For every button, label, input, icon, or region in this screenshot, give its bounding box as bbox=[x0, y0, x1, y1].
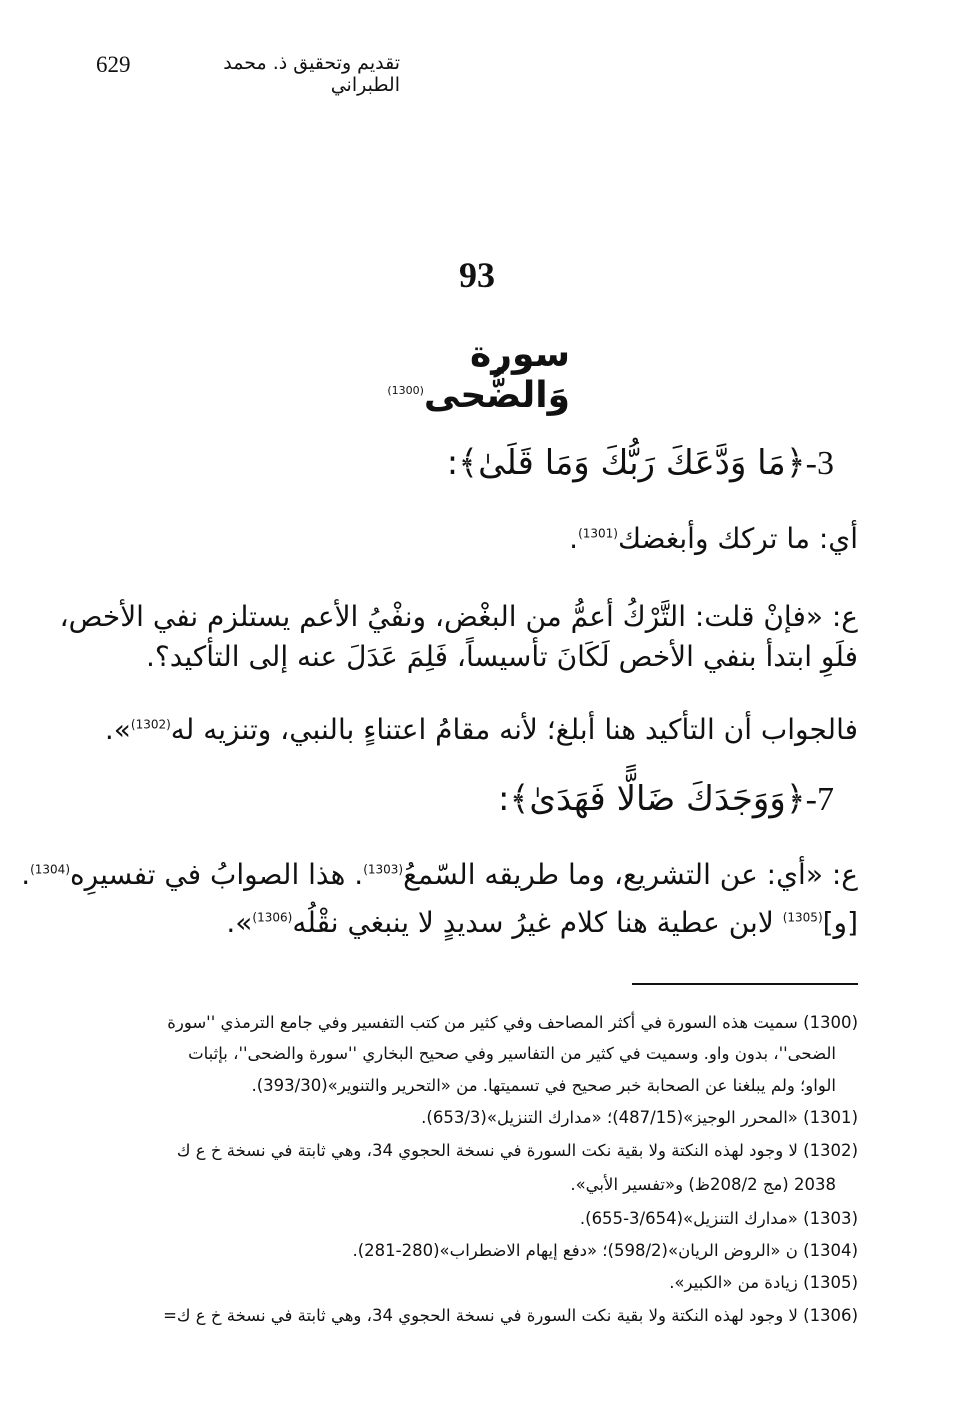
footnote-ref-1300: (1300) bbox=[387, 384, 424, 397]
punctuation: . bbox=[21, 858, 31, 891]
footnote-1300-cont-2: الواو؛ ولم يبلغنا عن الصحابة خبر صحيح في تسميتها. من «التحرير والتنوير»(393/30). bbox=[251, 1076, 836, 1095]
punctuation: . bbox=[569, 522, 579, 555]
footnote-ref-1301: (1301) bbox=[578, 526, 618, 541]
body-text: . هذا الصوابُ في تفسيرِه bbox=[70, 858, 364, 891]
body-text: أي: ما تركك وأبغضك bbox=[617, 522, 858, 555]
verse-7 bbox=[498, 778, 834, 819]
verse-7-text: ﴿وَوَجَدَكَ ضَالًّا فَهَدَىٰ﴾: bbox=[498, 779, 806, 819]
footnote-separator bbox=[632, 983, 858, 985]
body-line-6 bbox=[226, 906, 858, 939]
body-line-3: فلَوِ ابتدأ بنفي الأخص لَكَانَ تأسيساً، فَلِمَ عَدَلَ عنه إلى التأكيد؟. bbox=[146, 640, 858, 673]
verse-7-number: 7- bbox=[805, 781, 834, 818]
body-text: لابن عطية هنا كلام غيرُ سديدٍ لا ينبغي نقْلُه bbox=[292, 906, 783, 939]
body-line-4 bbox=[105, 713, 858, 746]
body-text: فالجواب أن التأكيد هنا أبلغ؛ لأنه مقامُ اعتناءٍ بالنبي، وتنزيه له bbox=[170, 713, 858, 746]
punctuation: ». bbox=[104, 713, 131, 746]
footnote-1302: (1302) لا وجود لهذه النكتة ولا بقية نكت السورة في نسخة الحجوي 34، وهي ثابتة في نسخة خ ع ك bbox=[176, 1141, 858, 1160]
verse-3-text: ﴿مَا وَدَّعَكَ رَبُّكَ وَمَا قَلَىٰ﴾: bbox=[446, 443, 806, 483]
chapter-number: 93 bbox=[459, 255, 495, 295]
body-line-2: ع: «فإنْ قلت: التَّرْكُ أعمُّ من البغْض، ونفْيُ الأعم يستلزم نفي الأخص، bbox=[59, 600, 858, 633]
verse-3 bbox=[447, 442, 834, 483]
footnote-1300-cont-1: الضحى''، بدون واو. وسميت في كثير من التفاسير وفي صحيح البخاري ''سورة والضحى''، بإثبات bbox=[188, 1044, 836, 1063]
footnote-1306: (1306) لا وجود لهذه النكتة ولا بقية نكت السورة في نسخة الحجوي 34، وهي ثابتة في نسخة خ ع ك= bbox=[163, 1306, 858, 1325]
body-text: [و] bbox=[822, 906, 858, 939]
footnote-1301: (1301) «المحرر الوجيز»(487/15)؛ «مدارك التنزيل»(653/3). bbox=[421, 1108, 858, 1127]
footnote-1305: (1305) زيادة من «الكبير». bbox=[669, 1273, 858, 1292]
footnote-ref-1302: (1302) bbox=[130, 717, 171, 732]
body-line-1 bbox=[569, 522, 858, 555]
body-line-5 bbox=[21, 858, 858, 891]
footnote-1303: (1303) «مدارك التنزيل»(3/654-655). bbox=[579, 1209, 858, 1228]
footnote-ref-1303: (1303) bbox=[363, 862, 404, 877]
verse-3-number: 3- bbox=[805, 445, 834, 482]
footnote-1300: (1300) سميت هذه السورة في أكثر المصاحف وفي كثير من كتب التفسير وفي جامع الترمذي ''سورة bbox=[167, 1013, 858, 1032]
footnote-ref-1304: (1304) bbox=[30, 862, 71, 877]
footnote-ref-1306: (1306) bbox=[252, 910, 293, 925]
surah-title bbox=[340, 334, 570, 416]
running-header: تقديم وتحقيق ذ. محمد الطبراني bbox=[223, 52, 400, 96]
body-text: ع: «أي: عن التشريع، وما طريقه السّمعُ bbox=[403, 858, 858, 891]
surah-title-text: سورة وَالضُّحى bbox=[423, 334, 570, 416]
punctuation: ». bbox=[226, 906, 253, 939]
page-number: 629 bbox=[96, 52, 131, 77]
footnote-1302-cont: 2038 (مج 208/2ظ) و«تفسير الأبي». bbox=[570, 1175, 836, 1194]
footnote-ref-1305: (1305) bbox=[782, 910, 823, 925]
footnote-1304: (1304) ن «الروض الريان»(598/2)؛ «دفع إيهام الاضطراب»(280-281). bbox=[352, 1241, 858, 1260]
